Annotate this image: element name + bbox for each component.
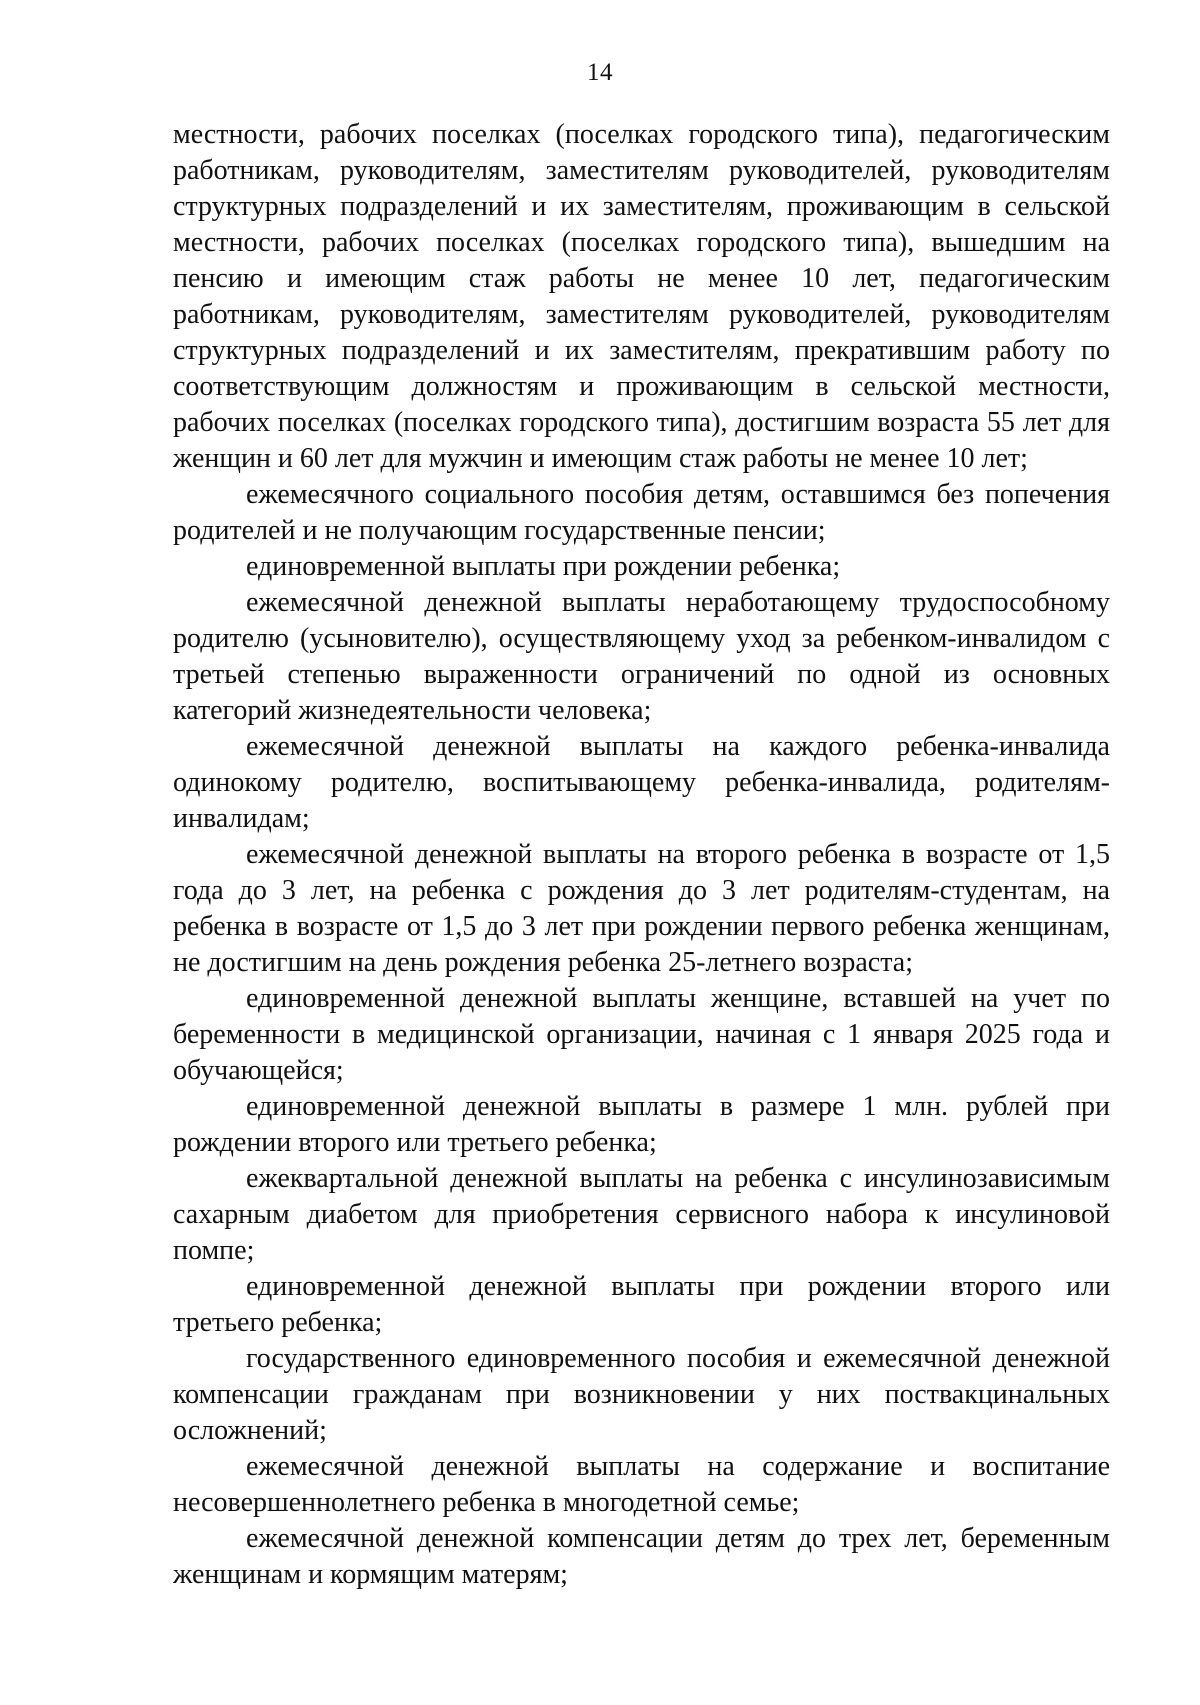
document-body [173,117,1110,1593]
paragraph: ежемесячной денежной выплаты неработающему трудоспособному родителю (усыновителю), осуществляющему уход за ребенком-инвалидом с третьей степенью выраженности ограничений по одной из основных категорий жизнедеятельности человека; [173,587,1110,726]
page-number: 14 [587,59,613,86]
paragraph: ежемесячной денежной выплаты на содержание и воспитание несовершеннолетнего ребенка в многодетной семье; [173,1451,1110,1518]
paragraph: ежеквартальной денежной выплаты на ребенка с инсулинозависимым сахарным диабетом для приобретения сервисного набора к инсулиновой помпе; [173,1163,1110,1266]
paragraph: единовременной выплаты при рождении ребенка; [246,551,841,582]
paragraph: государственного единовременного пособия и ежемесячной денежной компенсации гражданам при возникновении у них поствакцинальных осложнений; [173,1343,1110,1446]
paragraph: ежемесячной денежной выплаты на второго ребенка в возрасте от 1,5 года до 3 лет, на ребенка с рождения до 3 лет родителям-студентам, на ребенка в возрасте от 1,5 до 3 лет при рождении первого ребенка женщинам, не достигшим на день рождения ребенка 25-летнего возраста; [173,839,1110,978]
paragraph: ежемесячного социального пособия детям, оставшимся без попечения родителей и не получающим государственные пенсии; [173,479,1110,546]
paragraph: ежемесячной денежной выплаты на каждого ребенка-инвалида одинокому родителю, воспитывающему ребенка-инвалида, родителям-инвалидам; [173,731,1110,834]
paragraph: единовременной денежной выплаты при рождении второго или третьего ребенка; [173,1271,1110,1338]
paragraph: единовременной денежной выплаты в размере 1 млн. рублей при рождении второго или третьего ребенка; [173,1091,1110,1158]
paragraph: ежемесячной денежной компенсации детям до трех лет, беременным женщинам и кормящим матерям; [173,1523,1110,1590]
paragraph-continuation: местности, рабочих поселках (поселках городского типа), педагогическим работникам, руководителям, заместителям руководителей, руководителям структурных подразделений и их заместителям, проживающим в сельской местности, рабочих поселках (поселках городского типа), вышедшим на пенсию и имеющим стаж работы не менее 10 лет, педагогическим работникам, руководителям, заместителям руководителей, руководителям структурных подразделений и их заместителям, прекратившим работу по соответствующим должностям и проживающим в сельской местности, рабочих поселках (поселках городского типа), достигшим возраста 55 лет для женщин и 60 лет для мужчин и имеющим стаж работы не менее 10 лет; [173,119,1110,474]
paragraph: единовременной денежной выплаты женщине, вставшей на учет по беременности в медицинской организации, начиная с 1 января 2025 года и обучающейся; [173,983,1110,1086]
